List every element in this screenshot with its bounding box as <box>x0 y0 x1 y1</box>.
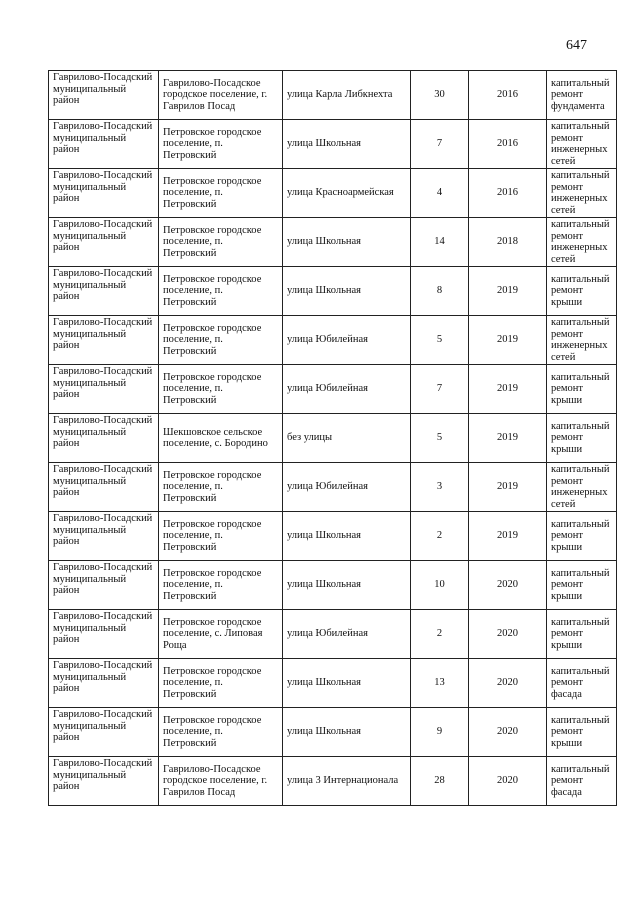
table-row <box>49 561 617 610</box>
table-row <box>49 71 617 120</box>
house-number-cell: 13 <box>411 659 469 708</box>
street-cell: улица Красноармейская <box>283 169 411 218</box>
table-row <box>49 267 617 316</box>
street-cell: улица Юбилейная <box>283 365 411 414</box>
work-type-cell: капитальный ремонт фундамента <box>547 71 617 120</box>
work-type-cell: капитальный ремонт крыши <box>547 414 617 463</box>
house-number-cell: 30 <box>411 71 469 120</box>
house-number-cell: 9 <box>411 708 469 757</box>
house-number-cell: 10 <box>411 561 469 610</box>
year-cell: 2020 <box>469 757 547 806</box>
table-row <box>49 365 617 414</box>
work-type-cell: капитальный ремонт инженерных сетей <box>547 218 617 267</box>
year-cell: 2019 <box>469 267 547 316</box>
settlement-cell: Петровское городское поселение, п. Петровский <box>159 512 283 561</box>
settlement-cell: Петровское городское поселение, п. Петровский <box>159 463 283 512</box>
work-type-cell: капитальный ремонт инженерных сетей <box>547 169 617 218</box>
table-row <box>49 218 617 267</box>
house-number-cell: 7 <box>411 120 469 169</box>
table-row <box>49 120 617 169</box>
district-cell: Гаврилово-Посадский муниципальный район <box>49 708 159 757</box>
year-cell: 2020 <box>469 659 547 708</box>
year-cell: 2016 <box>469 71 547 120</box>
street-cell: улица 3 Интернационала <box>283 757 411 806</box>
street-cell: улица Юбилейная <box>283 316 411 365</box>
settlement-cell: Гаврилово-Посадское городское поселение, г. Гаврилов Посад <box>159 71 283 120</box>
work-type-cell: капитальный ремонт крыши <box>547 512 617 561</box>
year-cell: 2016 <box>469 169 547 218</box>
house-number-cell: 4 <box>411 169 469 218</box>
work-type-cell: капитальный ремонт крыши <box>547 610 617 659</box>
street-cell: без улицы <box>283 414 411 463</box>
table-body <box>49 71 617 806</box>
district-cell: Гаврилово-Посадский муниципальный район <box>49 365 159 414</box>
settlement-cell: Петровское городское поселение, п. Петровский <box>159 708 283 757</box>
table-row <box>49 708 617 757</box>
district-cell: Гаврилово-Посадский муниципальный район <box>49 218 159 267</box>
district-cell: Гаврилово-Посадский муниципальный район <box>49 71 159 120</box>
street-cell: улица Школьная <box>283 561 411 610</box>
work-type-cell: капитальный ремонт фасада <box>547 659 617 708</box>
street-cell: улица Школьная <box>283 218 411 267</box>
settlement-cell: Петровское городское поселение, п. Петровский <box>159 218 283 267</box>
work-type-cell: капитальный ремонт крыши <box>547 267 617 316</box>
work-type-cell: капитальный ремонт крыши <box>547 365 617 414</box>
year-cell: 2019 <box>469 414 547 463</box>
page-number: 647 <box>566 38 587 53</box>
street-cell: улица Школьная <box>283 512 411 561</box>
repair-schedule-table <box>48 70 617 806</box>
district-cell: Гаврилово-Посадский муниципальный район <box>49 463 159 512</box>
table-row <box>49 169 617 218</box>
street-cell: улица Юбилейная <box>283 610 411 659</box>
table-row <box>49 414 617 463</box>
settlement-cell: Петровское городское поселение, п. Петровский <box>159 659 283 708</box>
table-row <box>49 757 617 806</box>
settlement-cell: Гаврилово-Посадское городское поселение, г. Гаврилов Посад <box>159 757 283 806</box>
work-type-cell: капитальный ремонт фасада <box>547 757 617 806</box>
year-cell: 2016 <box>469 120 547 169</box>
house-number-cell: 5 <box>411 414 469 463</box>
table-row <box>49 659 617 708</box>
house-number-cell: 3 <box>411 463 469 512</box>
settlement-cell: Петровское городское поселение, п. Петровский <box>159 561 283 610</box>
district-cell: Гаврилово-Посадский муниципальный район <box>49 414 159 463</box>
table-row <box>49 463 617 512</box>
district-cell: Гаврилово-Посадский муниципальный район <box>49 120 159 169</box>
settlement-cell: Петровское городское поселение, п. Петровский <box>159 120 283 169</box>
year-cell: 2020 <box>469 561 547 610</box>
district-cell: Гаврилово-Посадский муниципальный район <box>49 757 159 806</box>
street-cell: улица Школьная <box>283 120 411 169</box>
settlement-cell: Петровское городское поселение, п. Петровский <box>159 316 283 365</box>
table-row <box>49 610 617 659</box>
work-type-cell: капитальный ремонт инженерных сетей <box>547 120 617 169</box>
year-cell: 2019 <box>469 463 547 512</box>
district-cell: Гаврилово-Посадский муниципальный район <box>49 561 159 610</box>
work-type-cell: капитальный ремонт крыши <box>547 561 617 610</box>
year-cell: 2019 <box>469 512 547 561</box>
settlement-cell: Петровское городское поселение, с. Липовая Роща <box>159 610 283 659</box>
year-cell: 2020 <box>469 610 547 659</box>
house-number-cell: 14 <box>411 218 469 267</box>
year-cell: 2018 <box>469 218 547 267</box>
table-row <box>49 316 617 365</box>
district-cell: Гаврилово-Посадский муниципальный район <box>49 659 159 708</box>
work-type-cell: капитальный ремонт крыши <box>547 708 617 757</box>
settlement-cell: Шекшовское сельское поселение, с. Бородино <box>159 414 283 463</box>
district-cell: Гаврилово-Посадский муниципальный район <box>49 169 159 218</box>
work-type-cell: капитальный ремонт инженерных сетей <box>547 316 617 365</box>
table-row <box>49 512 617 561</box>
house-number-cell: 5 <box>411 316 469 365</box>
house-number-cell: 7 <box>411 365 469 414</box>
house-number-cell: 2 <box>411 610 469 659</box>
district-cell: Гаврилово-Посадский муниципальный район <box>49 316 159 365</box>
year-cell: 2019 <box>469 365 547 414</box>
street-cell: улица Карла Либкнехта <box>283 71 411 120</box>
street-cell: улица Школьная <box>283 659 411 708</box>
house-number-cell: 28 <box>411 757 469 806</box>
house-number-cell: 2 <box>411 512 469 561</box>
house-number-cell: 8 <box>411 267 469 316</box>
district-cell: Гаврилово-Посадский муниципальный район <box>49 267 159 316</box>
street-cell: улица Школьная <box>283 267 411 316</box>
year-cell: 2020 <box>469 708 547 757</box>
district-cell: Гаврилово-Посадский муниципальный район <box>49 610 159 659</box>
settlement-cell: Петровское городское поселение, п. Петровский <box>159 267 283 316</box>
settlement-cell: Петровское городское поселение, п. Петровский <box>159 169 283 218</box>
district-cell: Гаврилово-Посадский муниципальный район <box>49 512 159 561</box>
work-type-cell: капитальный ремонт инженерных сетей <box>547 463 617 512</box>
street-cell: улица Юбилейная <box>283 463 411 512</box>
year-cell: 2019 <box>469 316 547 365</box>
street-cell: улица Школьная <box>283 708 411 757</box>
settlement-cell: Петровское городское поселение, п. Петровский <box>159 365 283 414</box>
